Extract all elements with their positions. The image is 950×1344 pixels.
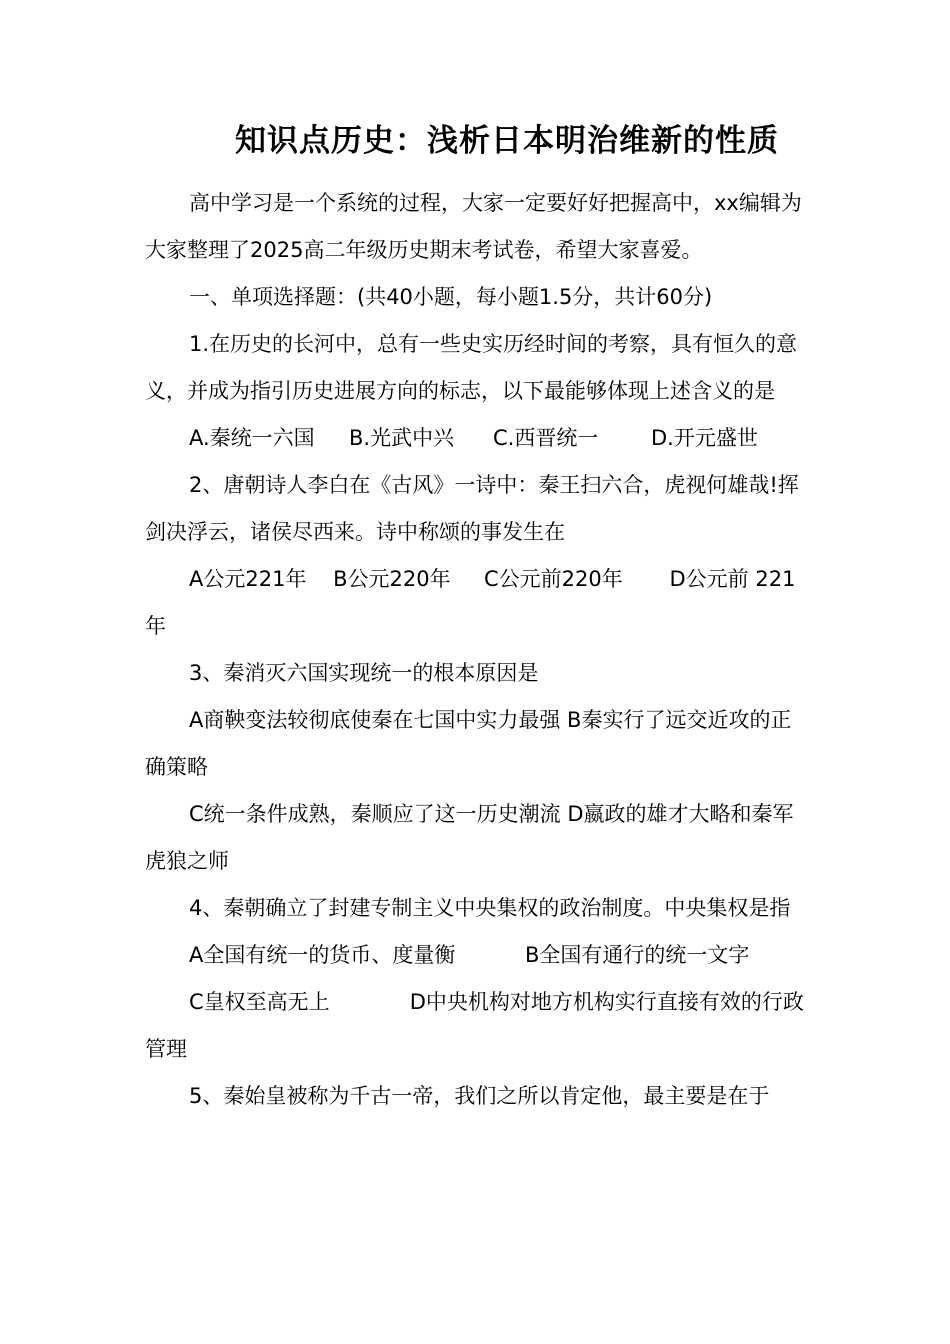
q2-options-line2: 221年 — [145, 567, 796, 638]
q1-option-d: D.开元盛世 — [651, 426, 758, 450]
question-4-options-ab — [145, 932, 810, 979]
question-5: 5、秦始皇被称为千古一帝，我们之所以肯定他，最主要是在于 — [189, 1084, 770, 1108]
question-4: 4、秦朝确立了封建专制主义中央集权的政治制度。中央集权是指 — [189, 896, 791, 920]
question-2: 2、唐朝诗人李白在《古风》一诗中：秦王扫六合，虎视何雄哉!挥剑决浮云，诸侯尽西来。诗中称颂的事发生在 — [145, 473, 799, 544]
q3-options-ab: A商鞅变法较彻底使秦在七国中实力最强 B秦实行了远交近攻的正确策略 — [145, 708, 792, 779]
document-title: 知识点历史：浅析日本明治维新的性质 — [235, 123, 779, 159]
section-heading: 一、单项选择题：(共40小题，每小题1.5分，共计60分) — [189, 285, 713, 309]
q4-options-cd: C皇权至高无上 D中央机构对地方机构实行直接有效的行政管理 — [145, 990, 804, 1061]
q2-options-line1: A公元221年 B公元220年 C公元前220年 D公元前 — [189, 567, 749, 591]
question-1-options — [145, 415, 810, 462]
q1-option-b: B.光武中兴 — [349, 426, 455, 450]
document-body — [145, 180, 810, 1120]
question-2-options — [145, 556, 810, 650]
intro-paragraph: 高中学习是一个系统的过程，大家一定要好好把握高中，xx编辑为大家整理了2025高二年级历史期末考试卷，希望大家喜爱。 — [145, 191, 802, 262]
q1-option-c: C.西晋统一 — [493, 426, 599, 450]
question-1: 1.在历史的长河中，总有一些史实历经时间的考察，具有恒久的意义，并成为指引历史进展方向的标志，以下最能够体现上述含义的是 — [145, 332, 798, 403]
q1-option-a: A.秦统一六国 — [189, 426, 315, 450]
question-3: 3、秦消灭六国实现统一的根本原因是 — [189, 661, 539, 685]
q4-option-b: B全国有通行的统一文字 — [525, 943, 750, 967]
q4-option-a: A全国有统一的货币、度量衡 — [189, 943, 456, 967]
q3-options-cd: C统一条件成熟，秦顺应了这一历史潮流 D嬴政的雄才大略和秦军虎狼之师 — [145, 802, 794, 873]
